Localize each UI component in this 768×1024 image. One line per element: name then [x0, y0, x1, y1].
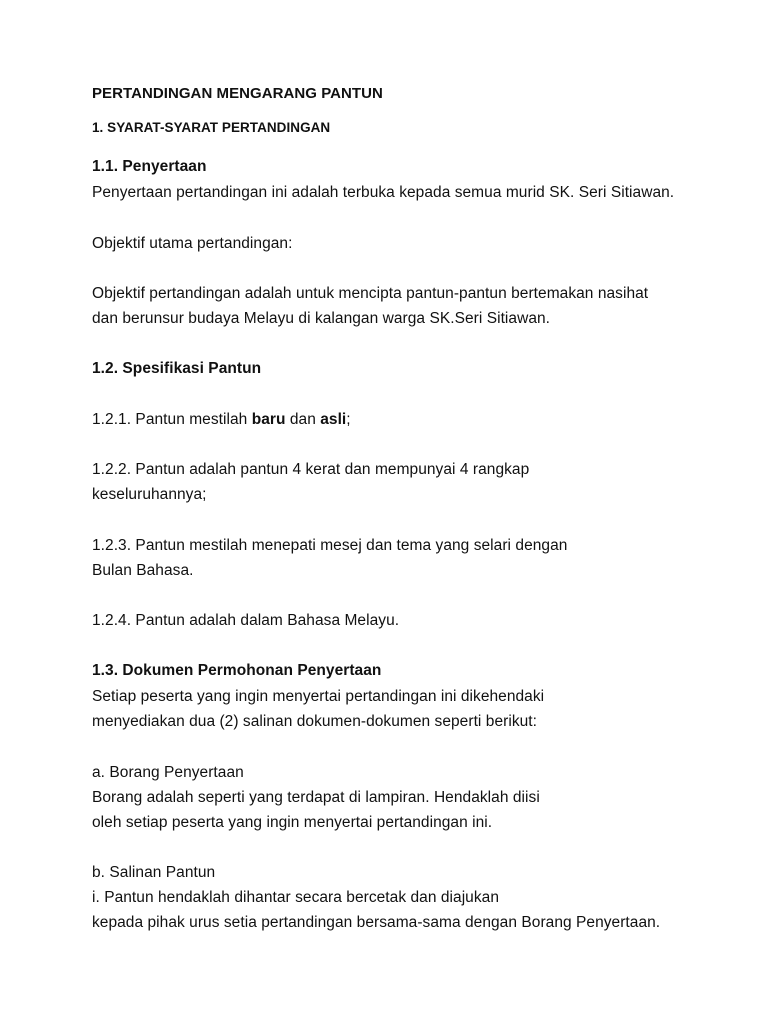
spec-item-3-line-2: Bulan Bahasa. — [92, 562, 194, 579]
spec-item-1-baru: baru — [251, 411, 286, 428]
subheading-1-3: 1.3. Dokumen Permohonan Penyertaan — [92, 662, 382, 679]
item-a-heading: a. Borang Penyertaan — [92, 764, 244, 781]
documents-intro-line-2: menyediakan dua (2) salinan dokumen-dokumen seperti berikut: — [92, 713, 537, 730]
objective-text-line-2: dan berunsur budaya Melayu di kalangan warga SK.Seri Sitiawan. — [92, 310, 551, 327]
spec-item-1-prefix: 1.2.1. Pantun mestilah — [92, 411, 252, 428]
item-b-line-2: kepada pihak urus setia pertandingan bersama-sama dengan Borang Penyertaan. — [92, 914, 661, 931]
item-b-line-1: i. Pantun hendaklah dihantar secara bercetak dan diajukan — [92, 889, 499, 906]
spec-item-1 — [92, 410, 351, 430]
spec-item-2-line-2: keseluruhannya; — [92, 486, 207, 503]
document-title: PERTANDINGAN MENGARANG PANTUN — [92, 85, 383, 102]
documents-intro-line-1: Setiap peserta yang ingin menyertai pertandingan ini dikehendaki — [92, 688, 545, 705]
spec-item-1-suffix: ; — [346, 411, 351, 428]
spec-item-4: 1.2.4. Pantun adalah dalam Bahasa Melayu. — [92, 612, 400, 629]
subheading-1-1: 1.1. Penyertaan — [92, 158, 207, 175]
spec-item-1-asli: asli — [320, 411, 347, 428]
section-heading-1: 1. SYARAT-SYARAT PERTANDINGAN — [92, 120, 331, 135]
spec-item-2-line-1: 1.2.2. Pantun adalah pantun 4 kerat dan mempunyai 4 rangkap — [92, 461, 530, 478]
paragraph-penyertaan: Penyertaan pertandingan ini adalah terbuka kepada semua murid SK. Seri Sitiawan. — [92, 184, 675, 201]
objective-label: Objektif utama pertandingan: — [92, 235, 293, 252]
item-a-line-1: Borang adalah seperti yang terdapat di lampiran. Hendaklah diisi — [92, 789, 540, 806]
spec-item-3-line-1: 1.2.3. Pantun mestilah menepati mesej dan tema yang selari dengan — [92, 537, 568, 554]
item-b-heading: b. Salinan Pantun — [92, 864, 216, 881]
subheading-1-2: 1.2. Spesifikasi Pantun — [92, 360, 262, 377]
objective-text-line-1: Objektif pertandingan adalah untuk mencipta pantun-pantun bertemakan nasihat — [92, 285, 649, 302]
item-a-line-2: oleh setiap peserta yang ingin menyertai pertandingan ini. — [92, 814, 493, 831]
spec-item-1-mid: dan — [285, 411, 321, 428]
